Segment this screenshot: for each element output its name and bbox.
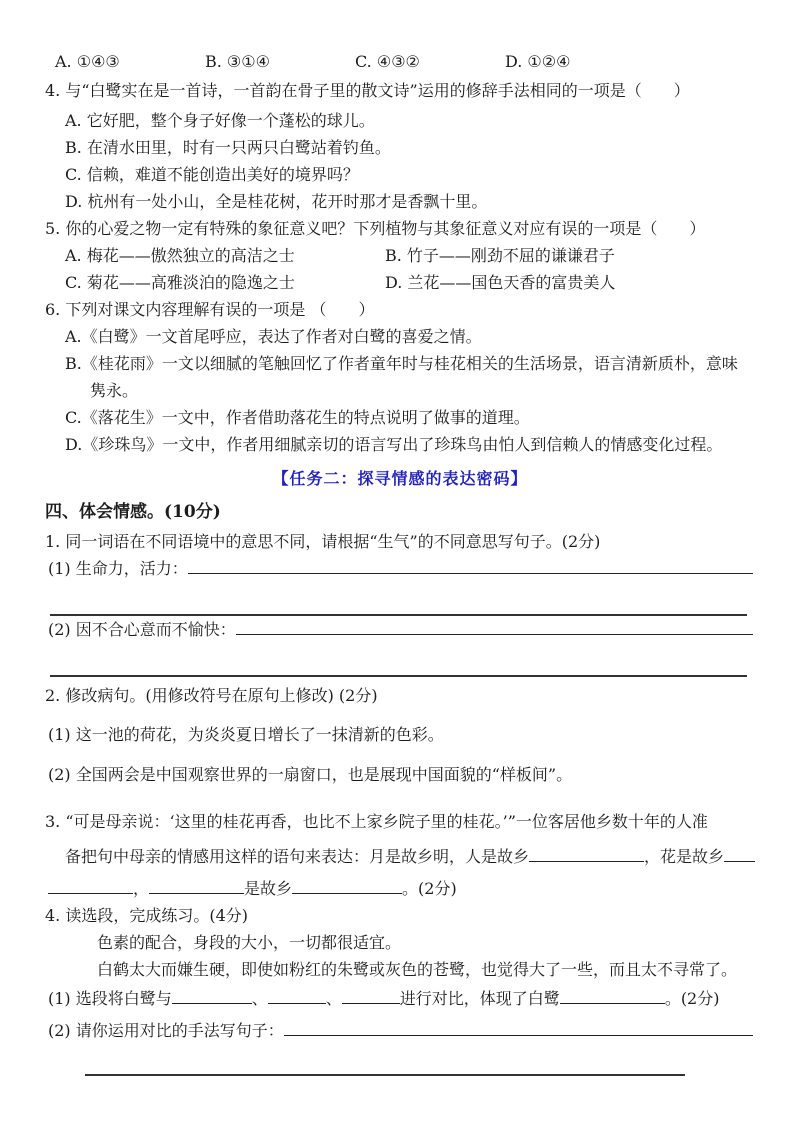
s4-q4-sub1-blank-2[interactable] bbox=[268, 987, 326, 1004]
s4-q4-sub1-blank-4[interactable] bbox=[560, 987, 665, 1004]
s4-q1-sub2 bbox=[48, 616, 755, 643]
option-d: D. ①②④ bbox=[505, 52, 571, 71]
s4-q2-sub1: (1) 这一池的荷花，为炎炎夏日增长了一抹清新的色彩。 bbox=[48, 725, 444, 744]
s4-q4-sub1-end: 。(2分) bbox=[664, 989, 720, 1008]
question-6-option-d: D.《珍珠鸟》一文中，作者用细腻亲切的语言写出了珍珠鸟由怕人到信赖人的情感变化过程。 bbox=[65, 435, 723, 454]
s4-q4-quote-1: 色素的配合，身段的大小，一切都很适宜。 bbox=[97, 933, 402, 952]
s4-q3-line2-text2: ，花是故乡 bbox=[644, 847, 725, 866]
question-6-option-a: A.《白鹭》一文首尾呼应，表达了作者对白鹭的喜爱之情。 bbox=[65, 327, 482, 346]
s4-q4-sub2-answer-line[interactable] bbox=[85, 1044, 685, 1076]
option-a: A. ①④③ bbox=[55, 52, 120, 71]
s4-q3-line1: 3. “可是母亲说：‘这里的桂花再香，也比不上家乡院子里的桂花。’”一位客居他乡数十年的人准 bbox=[45, 812, 708, 831]
s4-q1-sub1-answer-line[interactable] bbox=[50, 582, 747, 616]
s4-q1-sub2-label: (2) 因不合心意而不愉快： bbox=[48, 620, 236, 639]
s4-q3-line2 bbox=[65, 843, 755, 870]
answer-options-row bbox=[45, 48, 755, 75]
s4-q4-sub1-text2: 进行对比，体现了白鹭 bbox=[399, 989, 560, 1008]
option-c: C. ④③② bbox=[355, 52, 420, 71]
question-6-option-b: B.《桂花雨》一文以细腻的笔触回忆了作者童年时与桂花相关的生活场景，语言清新质朴，意味 bbox=[65, 354, 738, 373]
s4-q4-sub1-text: (1) 选段将白鹭与 bbox=[48, 989, 172, 1008]
s4-q4-sub1-blank-3[interactable] bbox=[342, 987, 400, 1004]
s4-q4-sub1-blank-1[interactable] bbox=[172, 987, 252, 1004]
question-5-options-row-2 bbox=[45, 269, 755, 296]
s4-q1-stem: 1. 同一词语在不同语境中的意思不同，请根据“生气”的不同意思写句子。(2分) bbox=[45, 532, 601, 551]
section-4-title: 四、体会情感。(10分) bbox=[45, 502, 221, 522]
s4-q4-sub1-sep-2: 、 bbox=[325, 989, 342, 1008]
question-5-option-d: D. 兰花——国色天香的富贵美人 bbox=[385, 273, 616, 292]
question-6-stem: 6. 下列对课文内容理解有误的一项是 （ ） bbox=[45, 300, 375, 319]
s4-q4-stem: 4. 读选段，完成练习。(4分) bbox=[45, 906, 249, 925]
s4-q4-sub2-label: (2) 请你运用对比的手法写句子： bbox=[48, 1021, 284, 1040]
s4-q4-sub1-sep-1: 、 bbox=[251, 989, 268, 1008]
question-4-option-c: C. 信赖，难道不能创造出美好的境界吗？ bbox=[65, 165, 359, 184]
question-4-option-b: B. 在清水田里，时有一只两只白鹭站着钓鱼。 bbox=[65, 138, 391, 157]
s4-q3-line3-comma: ， bbox=[133, 879, 150, 898]
s4-q2-sub2: (2) 全国两会是中国观察世界的一扇窗口，也是展现中国面貌的“样板间”。 bbox=[48, 765, 573, 784]
question-5-option-b: B. 竹子——刚劲不屈的谦谦君子 bbox=[385, 246, 615, 265]
s4-q3-blank-flower-end[interactable] bbox=[48, 877, 133, 894]
s4-q1-sub1 bbox=[48, 555, 755, 582]
question-6-option-c: C.《落花生》一文中，作者借助落花生的特点说明了做事的道理。 bbox=[65, 408, 530, 427]
s4-q3-line3-text: 是故乡 bbox=[244, 879, 293, 898]
s4-q4-sub2-blank[interactable] bbox=[284, 1019, 753, 1036]
s4-q1-sub1-label: (1) 生命力，活力： bbox=[48, 559, 188, 578]
s4-q3-blank-subject[interactable] bbox=[149, 877, 244, 894]
s4-q2-stem: 2. 修改病句。(用修改符号在原句上修改) (2分) bbox=[45, 686, 378, 705]
s4-q3-blank-person[interactable] bbox=[529, 845, 644, 862]
option-b: B. ③①④ bbox=[205, 52, 270, 71]
question-5-option-c: C. 菊花——高雅淡泊的隐逸之士 bbox=[65, 273, 295, 292]
question-6-option-b-continuation: 隽永。 bbox=[90, 381, 139, 400]
s4-q1-sub1-blank[interactable] bbox=[188, 557, 753, 574]
question-5-stem: 5. 你的心爱之物一定有特殊的象征意义吧？下列植物与其象征意义对应有误的一项是（ ） bbox=[45, 219, 706, 238]
question-4-option-a: A. 它好肥，整个身子好像一个蓬松的球儿。 bbox=[65, 111, 375, 130]
s4-q4-sub2 bbox=[48, 1017, 755, 1044]
s4-q3-blank-flower-start[interactable] bbox=[724, 845, 755, 862]
question-5-options-row-1 bbox=[45, 242, 755, 269]
question-4-option-d: D. 杭州有一处小山，全是桂花树，花开时那才是香飘十里。 bbox=[65, 192, 488, 211]
question-5-option-a: A. 梅花——傲然独立的高洁之士 bbox=[65, 246, 295, 265]
s4-q4-sub1 bbox=[48, 985, 755, 1012]
s4-q3-blank-predicate[interactable] bbox=[292, 877, 402, 894]
question-4-stem: 4. 与“白鹭实在是一首诗，一首韵在骨子里的散文诗”运用的修辞手法相同的一项是（ ） bbox=[45, 81, 690, 100]
s4-q3-line3-end: 。(2分) bbox=[402, 879, 457, 898]
s4-q4-quote-2: 白鹤太大而嫌生硬，即使如粉红的朱鹭或灰色的苍鹭，也觉得大了一些，而且太不寻常了。 bbox=[97, 960, 738, 979]
s4-q1-sub2-blank[interactable] bbox=[236, 618, 753, 635]
s4-q1-sub2-answer-line[interactable] bbox=[50, 643, 747, 677]
s4-q3-line2-text: 备把句中母亲的情感用这样的语句来表达：月是故乡明，人是故乡 bbox=[65, 847, 530, 866]
s4-q3-line3 bbox=[48, 875, 755, 902]
task-2-header: 【任务二：探寻情感的表达密码】 bbox=[272, 469, 528, 488]
